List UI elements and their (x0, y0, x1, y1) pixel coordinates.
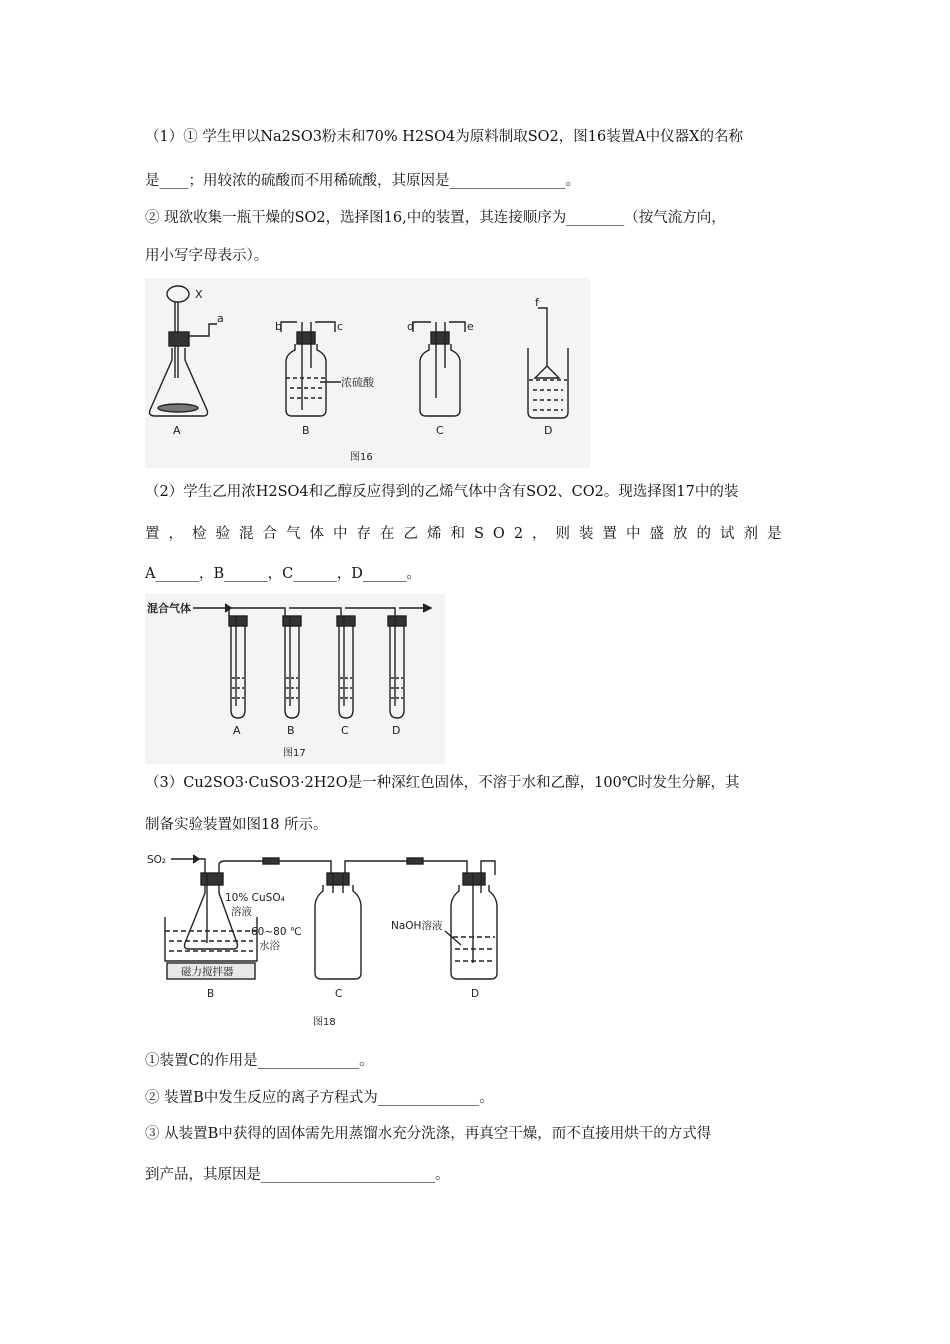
fig16-caption: 图16 (350, 452, 373, 463)
q3-line-3: ①装置C的作用是______________。 (145, 1053, 374, 1069)
q3-line-1: （3）Cu2SO3·CuSO3·2H2O是一种深红色固体，不溶于水和乙醇，100℃时发生分解，其 (145, 775, 740, 791)
q1-line-4: 用小写字母表示）。 (145, 248, 269, 264)
q1-line-3: ② 现欲收集一瓶干燥的SO2，选择图16,中的装置，其连接顺序为________（按气流方向， (145, 210, 726, 226)
fig16-x-label: X (195, 288, 203, 301)
fig18-caption: 图18 (313, 1017, 336, 1028)
q1-line-1: （1）① 学生甲以Na2SO3粉末和70% H2SO4为原料制取SO2，图16装置A中仪器X的名称 (145, 129, 743, 145)
fig17-label-b: B (287, 724, 295, 737)
fig18-so2-label: SO₂ (147, 854, 167, 866)
fig16-port-f: f (535, 296, 539, 309)
fig16-port-e: e (467, 320, 474, 333)
figure-17 (145, 594, 445, 764)
figure-16 (145, 278, 590, 468)
fig16-label-c: C (436, 424, 444, 437)
fig17-label-c: C (341, 724, 349, 737)
fig18-bath-label-1: 60~80 ℃ (251, 926, 302, 938)
fig18-stirrer-label: 磁力搅拌器 (181, 966, 234, 978)
fig16-port-d: d (407, 320, 414, 333)
fig16-port-c: c (337, 320, 344, 333)
fig16-b-reagent: 浓硫酸 (341, 376, 374, 389)
fig16-port-b: b (275, 320, 282, 333)
fig18-label-b: B (207, 988, 215, 1000)
fig16-label-d: D (544, 424, 553, 437)
fig17-label-d: D (392, 724, 401, 737)
fig18-naoh-label: NaOH溶液 (391, 920, 443, 932)
fig17-inlet-label: 混合气体 (147, 602, 191, 615)
q2-line-3: A______，B______，C______，D______。 (145, 566, 421, 582)
q3-line-5: ③ 从装置B中获得的固体需先用蒸馏水充分洗涤，再真空干燥，而不直接用烘干的方式得 (145, 1126, 712, 1142)
q1-line-2: 是____；用较浓的硫酸而不用稀硫酸，其原因是________________。 (145, 173, 580, 189)
fig18-cuso4-label-2: 溶液 (231, 906, 252, 918)
fig16-label-b: B (302, 424, 310, 437)
fig18-label-c: C (335, 988, 343, 1000)
figure-18 (145, 845, 525, 1035)
q3-line-2: 制备实验装置如图18 所示。 (145, 817, 328, 833)
q3-line-4: ② 装置B中发生反应的离子方程式为______________。 (145, 1090, 494, 1106)
fig17-caption: 图17 (283, 748, 306, 759)
fig18-label-d: D (471, 988, 480, 1000)
fig18-cuso4-label-1: 10% CuSO₄ (225, 892, 285, 904)
q2-line-2: 置，检验混合气体中存在乙烯和SO2，则装置中盛放的试剂是 (145, 526, 791, 542)
fig17-label-a: A (233, 724, 241, 737)
fig16-label-a: A (173, 424, 181, 437)
q2-line-1: （2）学生乙用浓H2SO4和乙醇反应得到的乙烯气体中含有SO2、CO2。现选择图17中的装 (145, 484, 739, 500)
q3-line-6: 到产品，其原因是________________________。 (145, 1167, 450, 1183)
fig16-port-a: a (217, 312, 224, 325)
fig18-bath-label-2: 水浴 (259, 940, 280, 952)
